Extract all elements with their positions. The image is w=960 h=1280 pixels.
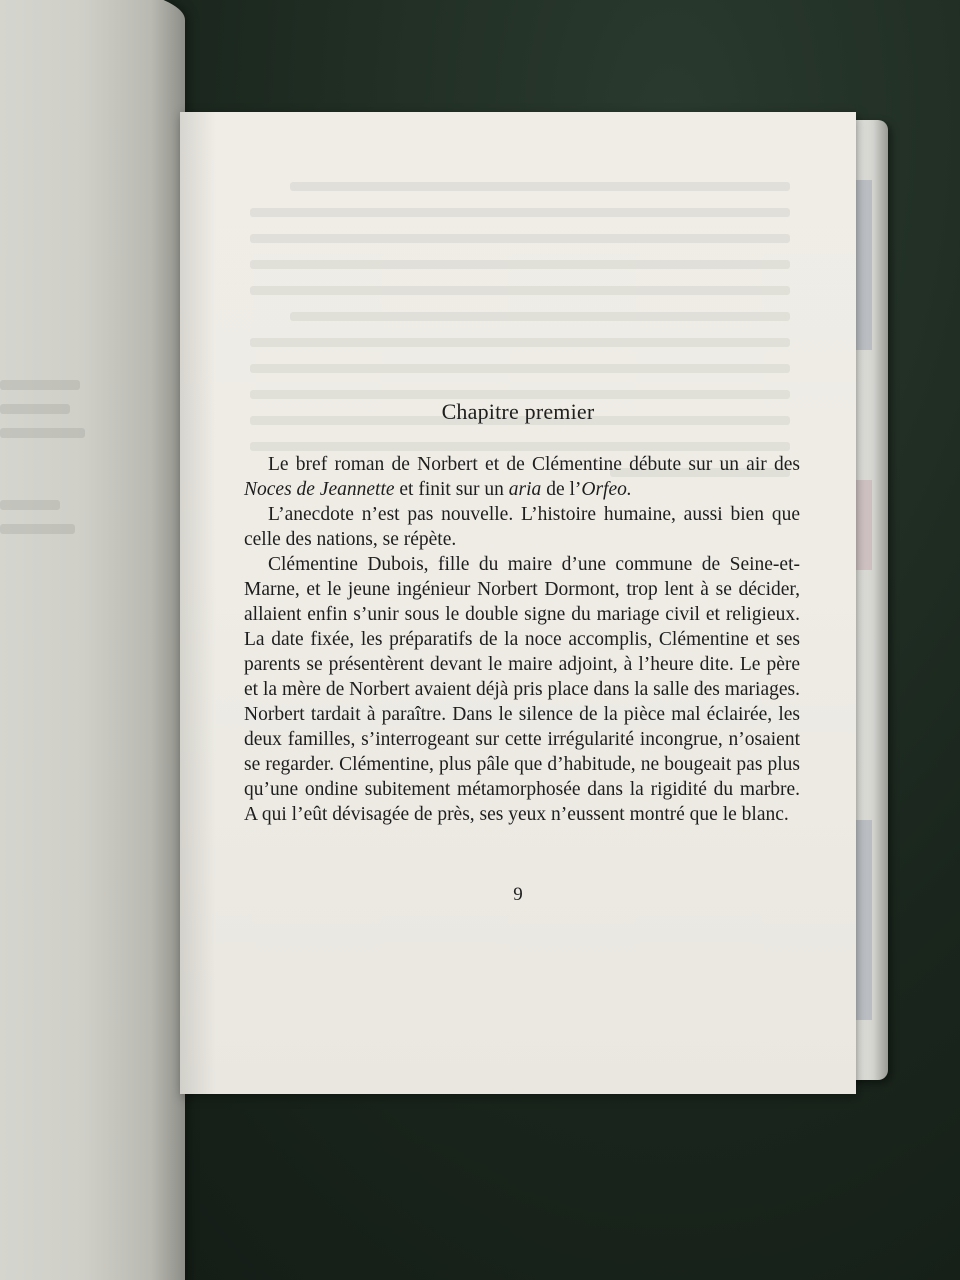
show-through-line bbox=[290, 312, 790, 321]
paragraph bbox=[244, 452, 800, 502]
show-through-line bbox=[250, 234, 790, 243]
show-through-line bbox=[250, 390, 790, 399]
italic-title-text: Noces de Jeannette bbox=[244, 479, 395, 500]
paragraph-text: et finit sur un bbox=[394, 479, 509, 500]
paragraph bbox=[244, 552, 800, 827]
paragraph-text: de l’ bbox=[541, 479, 582, 500]
paragraph-text: Le bref roman de Norbert et de Clémentine débute sur un air des bbox=[268, 454, 800, 475]
left-page-show-through bbox=[0, 428, 85, 438]
chapter-body-text bbox=[244, 452, 800, 827]
book-page bbox=[180, 112, 856, 1094]
show-through-line bbox=[250, 286, 790, 295]
paragraph bbox=[244, 502, 800, 552]
left-page-show-through bbox=[0, 524, 75, 534]
italic-title-text: aria bbox=[508, 479, 542, 500]
left-page-show-through bbox=[0, 500, 60, 510]
paragraph-text: Clémentine Dubois, fille du maire d’une commune de Seine-et-Marne, et le jeune ingénieur Norbert Dormont, trop lent à se décider, allaient enfin s’unir sous le double signe du mariage civil et religieux. La date fixée, les préparatifs de la noce accomplis, Clémentine et ses parents se présentèrent devant le maire adjoint, à l’heure dite. Le père et la mère de Norbert avaient déjà pris place dans la salle des mariages. Norbert tardait à paraître. Dans le silence de la pièce mal éclairée, les deux familles, s’interrogeant sur cette irrégularité incongrue, n’osaient se regarder. Clémentine, plus pâle que d’habitude, ne bougeait pas plus qu’une ondine subitement métamorphosée dans la rigidité du marbre. A qui l’eût dévisagée de près, ses yeux n’eussent montré que le blanc. bbox=[244, 554, 800, 825]
left-page-show-through bbox=[0, 404, 70, 414]
chapter-title: Chapitre premier bbox=[441, 399, 595, 424]
left-page bbox=[0, 0, 185, 1280]
paragraph-text: L’anecdote n’est pas nouvelle. L’histoire humaine, aussi bien que celle des nations, se répète. bbox=[244, 504, 800, 550]
page-number: 9 bbox=[513, 884, 523, 905]
show-through-line bbox=[250, 364, 790, 373]
show-through-line bbox=[250, 260, 790, 269]
cover-stripe bbox=[854, 180, 872, 350]
left-page-show-through bbox=[0, 380, 80, 390]
show-through-line bbox=[250, 338, 790, 347]
cover-stripe bbox=[854, 480, 872, 570]
show-through-line bbox=[290, 182, 790, 191]
cover-stripe bbox=[854, 820, 872, 1020]
show-through-line bbox=[250, 442, 790, 451]
show-through-line bbox=[250, 208, 790, 217]
italic-title-text: Orfeo. bbox=[581, 479, 632, 500]
